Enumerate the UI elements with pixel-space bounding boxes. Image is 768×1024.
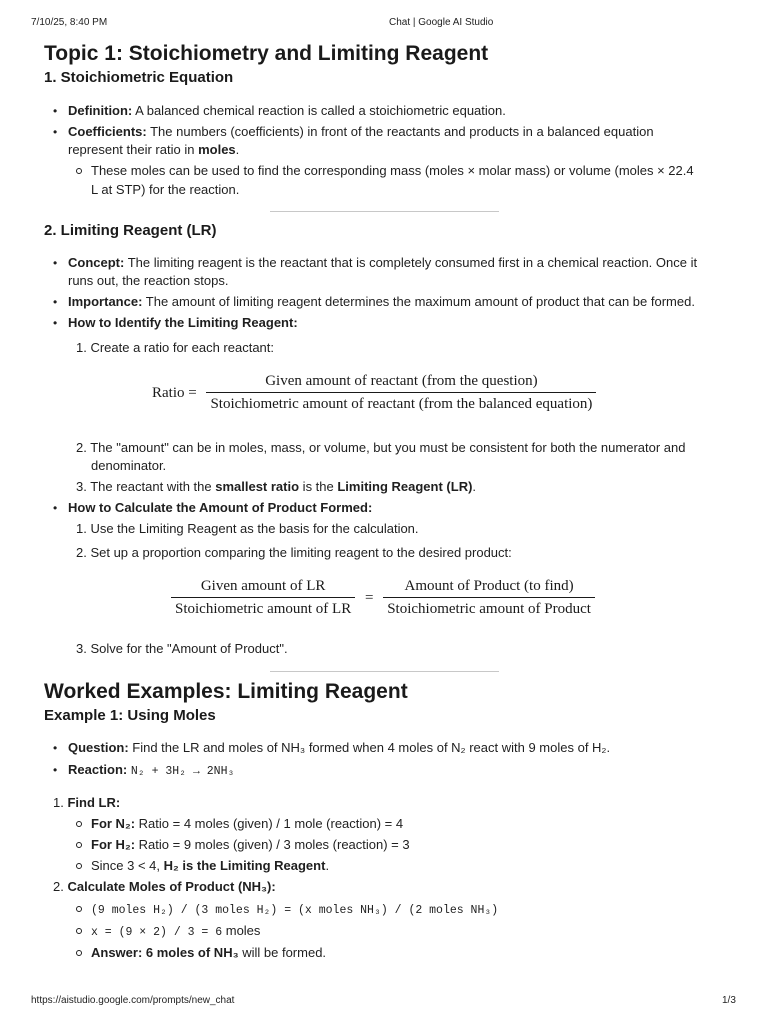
ratio-numerator: Given amount of reactant (from the question) [206, 373, 596, 393]
calc-step-1: 1. Use the Limiting Reagent as the basis for the calculation. [76, 521, 419, 536]
sub-item-moles-usage-cont: L at STP) for the reaction. [91, 182, 240, 197]
print-url: https://aistudio.google.com/prompts/new_chat [31, 995, 235, 1006]
sub-item-moles-usage: These moles can be used to find the corresponding mass (moles × molar mass) or volume (moles × 22.4 [91, 163, 694, 178]
sub-item-answer: Answer: 6 moles of NH₃ will be formed. [91, 945, 327, 960]
calc-step-3: 3. Solve for the "Amount of Product". [76, 641, 288, 656]
sub-item-conclusion: Since 3 < 4, H₂ is the Limiting Reagent. [91, 858, 330, 873]
step-amount-note-cont: denominator. [91, 458, 167, 473]
sub-item-h2-ratio: For H₂: Ratio = 9 moles (given) / 3 moles (reaction) = 3 [91, 837, 410, 852]
print-page-title: Chat | Google AI Studio [389, 17, 494, 28]
list-item-concept-cont: runs out, the reaction stops. [68, 273, 229, 288]
list-item-importance: • Importance: The amount of limiting reagent determines the maximum amount of product that can be formed. [68, 293, 695, 311]
section-heading-limiting-reagent: 2. Limiting Reagent (LR) [44, 222, 217, 239]
divider [270, 671, 499, 672]
section-heading-stoichiometric-equation: 1. Stoichiometric Equation [44, 69, 234, 86]
worked-examples-title: Worked Examples: Limiting Reagent [44, 680, 408, 703]
divider [270, 211, 499, 212]
topic-title: Topic 1: Stoichiometry and Limiting Reagent [44, 42, 489, 65]
step-find-lr: 1. Find LR: [53, 795, 121, 810]
sub-item-n2-ratio: For N₂: Ratio = 4 moles (given) / 1 mole (reaction) = 4 [91, 816, 404, 831]
list-item-coefficients: • Coefficients: The numbers (coefficients) in front of the reactants and products in a balanced equation [68, 123, 654, 141]
ratio-formula: Ratio = Given amount of reactant (from the question) Stoichiometric amount of reactant (from the balanced equation) [152, 373, 596, 413]
step-smallest-ratio: 3. The reactant with the smallest ratio is the Limiting Reagent (LR). [76, 479, 477, 494]
step-amount-note: 2. The "amount" can be in moles, mass, or volume, but you must be consistent for both the numerator and [76, 440, 686, 455]
step-calc-product: 2. Calculate Moles of Product (NH₃): [53, 879, 276, 894]
print-page-number: 1/3 [722, 995, 736, 1006]
calc-step-2: 2. Set up a proportion comparing the limiting reagent to the desired product: [76, 545, 512, 560]
step-create-ratio: 1. Create a ratio for each reactant: [76, 340, 274, 355]
list-item-how-calculate: • How to Calculate the Amount of Product Formed: [68, 499, 372, 517]
list-item-coefficients-cont: represent their ratio in moles. [68, 142, 240, 157]
proportion-formula: $\frac{\text{Given amount of LR}}{\text{Stoichiometric amount of LR}}$ = $\frac{\text{Amount of Product (to find)}}{\text{Stoichiometric amount of Product}}$ [171, 578, 595, 618]
list-item-concept: • Concept: The limiting reagent is the reactant that is completely consumed first in a chemical reaction. Once it [68, 254, 697, 272]
example-1-heading: Example 1: Using Moles [44, 707, 216, 724]
list-item-definition: • Definition: A balanced chemical reaction is called a stoichiometric equation. [68, 102, 506, 120]
sub-item-proportion-code: (9 moles H₂) / (3 moles H₂) = (x moles NH₃) / (2 moles NH₃) [91, 900, 498, 920]
list-item-question: • Question: Find the LR and moles of NH₃ formed when 4 moles of N₂ react with 9 moles of H₂. [68, 739, 610, 757]
sub-item-solve-code: x = (9 × 2) / 3 = 6 moles [91, 922, 260, 942]
ratio-denominator: Stoichiometric amount of reactant (from the balanced equation) [210, 396, 593, 412]
list-item-reaction: • Reaction: N₂ + 3H₂ → 2NH₃ [68, 761, 234, 781]
print-datetime: 7/10/25, 8:40 PM [31, 17, 108, 28]
list-item-how-identify: • How to Identify the Limiting Reagent: [68, 314, 298, 332]
